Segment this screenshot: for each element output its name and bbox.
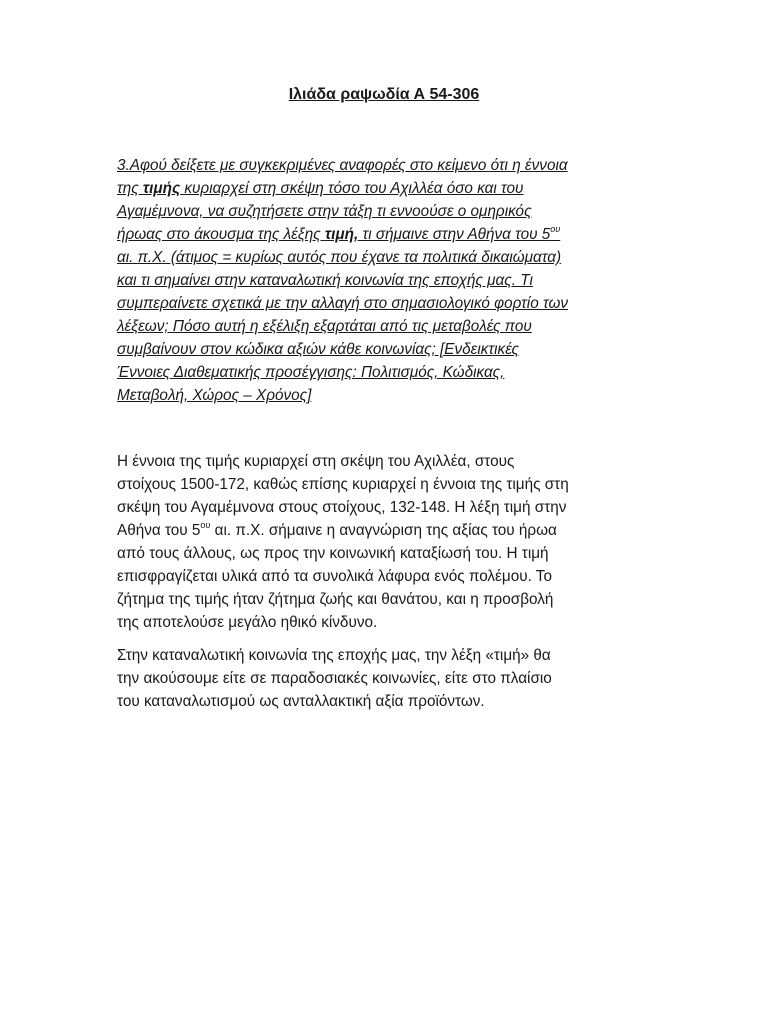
question-line-5: αι. π.Χ. (άτιμος = κυρίως αυτός που έχανε τα πολιτικά δικαιώματα) <box>117 249 562 266</box>
answer-p1-line-4 <box>117 519 657 542</box>
answer-paragraph-1 <box>117 450 657 634</box>
answer-p2-line-1: Στην καταναλωτική κοινωνία της εποχής μας, την λέξη «τιμή» θα <box>117 647 551 664</box>
question-line-4-end: τι σήμαινε στην Αθήνα του 5 <box>358 226 551 243</box>
question-line-8: λέξεων; Πόσο αυτή η εξέλιξη εξαρτάται από τις μεταβολές που <box>117 318 532 335</box>
question-line-2-end: κυριαρχεί στη σκέψη τόσο του Αχιλλέα όσο και του <box>180 180 524 197</box>
question-line-7: συμπεραίνετε σχετικά με την αλλαγή στο σημασιολογικό φορτίο των <box>117 295 569 312</box>
question-keyword-timi: τιμής <box>142 180 181 197</box>
question-line-6: και τι σημαίνει στην καταναλωτική κοινωνία της εποχής μας. Τι <box>117 272 533 289</box>
answer-block <box>117 450 657 713</box>
answer-p1-line-3: σκέψη του Αγαμέμνονα στους στοίχους, 132-148. Η λέξη τιμή στην <box>117 499 567 516</box>
answer-p1-line-7: ζήτημα της τιμής ήταν ζήτημα ζωής και θανάτου, και η προσβολή <box>117 591 554 608</box>
question-line-1: 3.Αφού δείξετε με συγκεκριμένες αναφορές στο κείμενο ότι η έννοια <box>117 157 568 174</box>
answer-p1-line-4-end: αι. π.Χ. σήμαινε η αναγνώριση της αξίας του ήρωα <box>210 522 557 539</box>
question-keyword-timi-2: τιμή, <box>324 226 359 243</box>
answer-p2-line-3: του καταναλωτισμού ως ανταλλακτική αξία προϊόντων. <box>117 693 485 710</box>
question-line-9: συμβαίνουν στον κώδικα αξιών κάθε κοινωνίας; [Ενδεικτικές <box>117 341 519 358</box>
answer-p1-line-8: της αποτελούσε μεγάλο ηθικό κίνδυνο. <box>117 614 378 631</box>
question-line-4 <box>117 223 665 246</box>
question-line-2-start: της <box>117 180 143 197</box>
question-superscript: ου <box>550 224 561 234</box>
question-line-11: Μεταβολή, Χώρος – Χρόνος] <box>117 387 312 404</box>
question-line-3: Αγαμέμνονα, να συζητήσετε στην τάξη τι εννοούσε ο ομηρικός <box>117 203 532 220</box>
question-line-2 <box>117 177 665 200</box>
answer-paragraph-2 <box>117 644 657 713</box>
question-block <box>117 154 665 407</box>
answer-superscript: ου <box>200 520 211 530</box>
document-title: Ιλιάδα ραψωδία Α 54-306 <box>288 86 480 103</box>
answer-p1-line-1: Η έννοια της τιμής κυριαρχεί στη σκέψη του Αχιλλέα, στους <box>117 453 515 470</box>
question-line-4-start: ήρωας στο άκουσμα της λέξης <box>117 226 325 243</box>
answer-p1-line-5: από τους άλλους, ως προς την κοινωνική καταξίωσή του. Η τιμή <box>117 545 549 562</box>
answer-p1-line-4-start: Αθήνα του 5 <box>117 522 201 539</box>
answer-p1-line-6: επισφραγίζεται υλικά από τα συνολικά λάφυρα ενός πολέμου. Το <box>117 568 552 585</box>
answer-p1-line-2: στοίχους 1500-172, καθώς επίσης κυριαρχεί η έννοια της τιμής στη <box>117 476 569 493</box>
answer-p2-line-2: την ακούσουμε είτε σε παραδοσιακές κοινωνίες, είτε στο πλαίσιο <box>117 670 552 687</box>
question-line-10: Έννοιες Διαθεματικής προσέγγισης: Πολιτισμός, Κώδικας, <box>117 364 505 381</box>
